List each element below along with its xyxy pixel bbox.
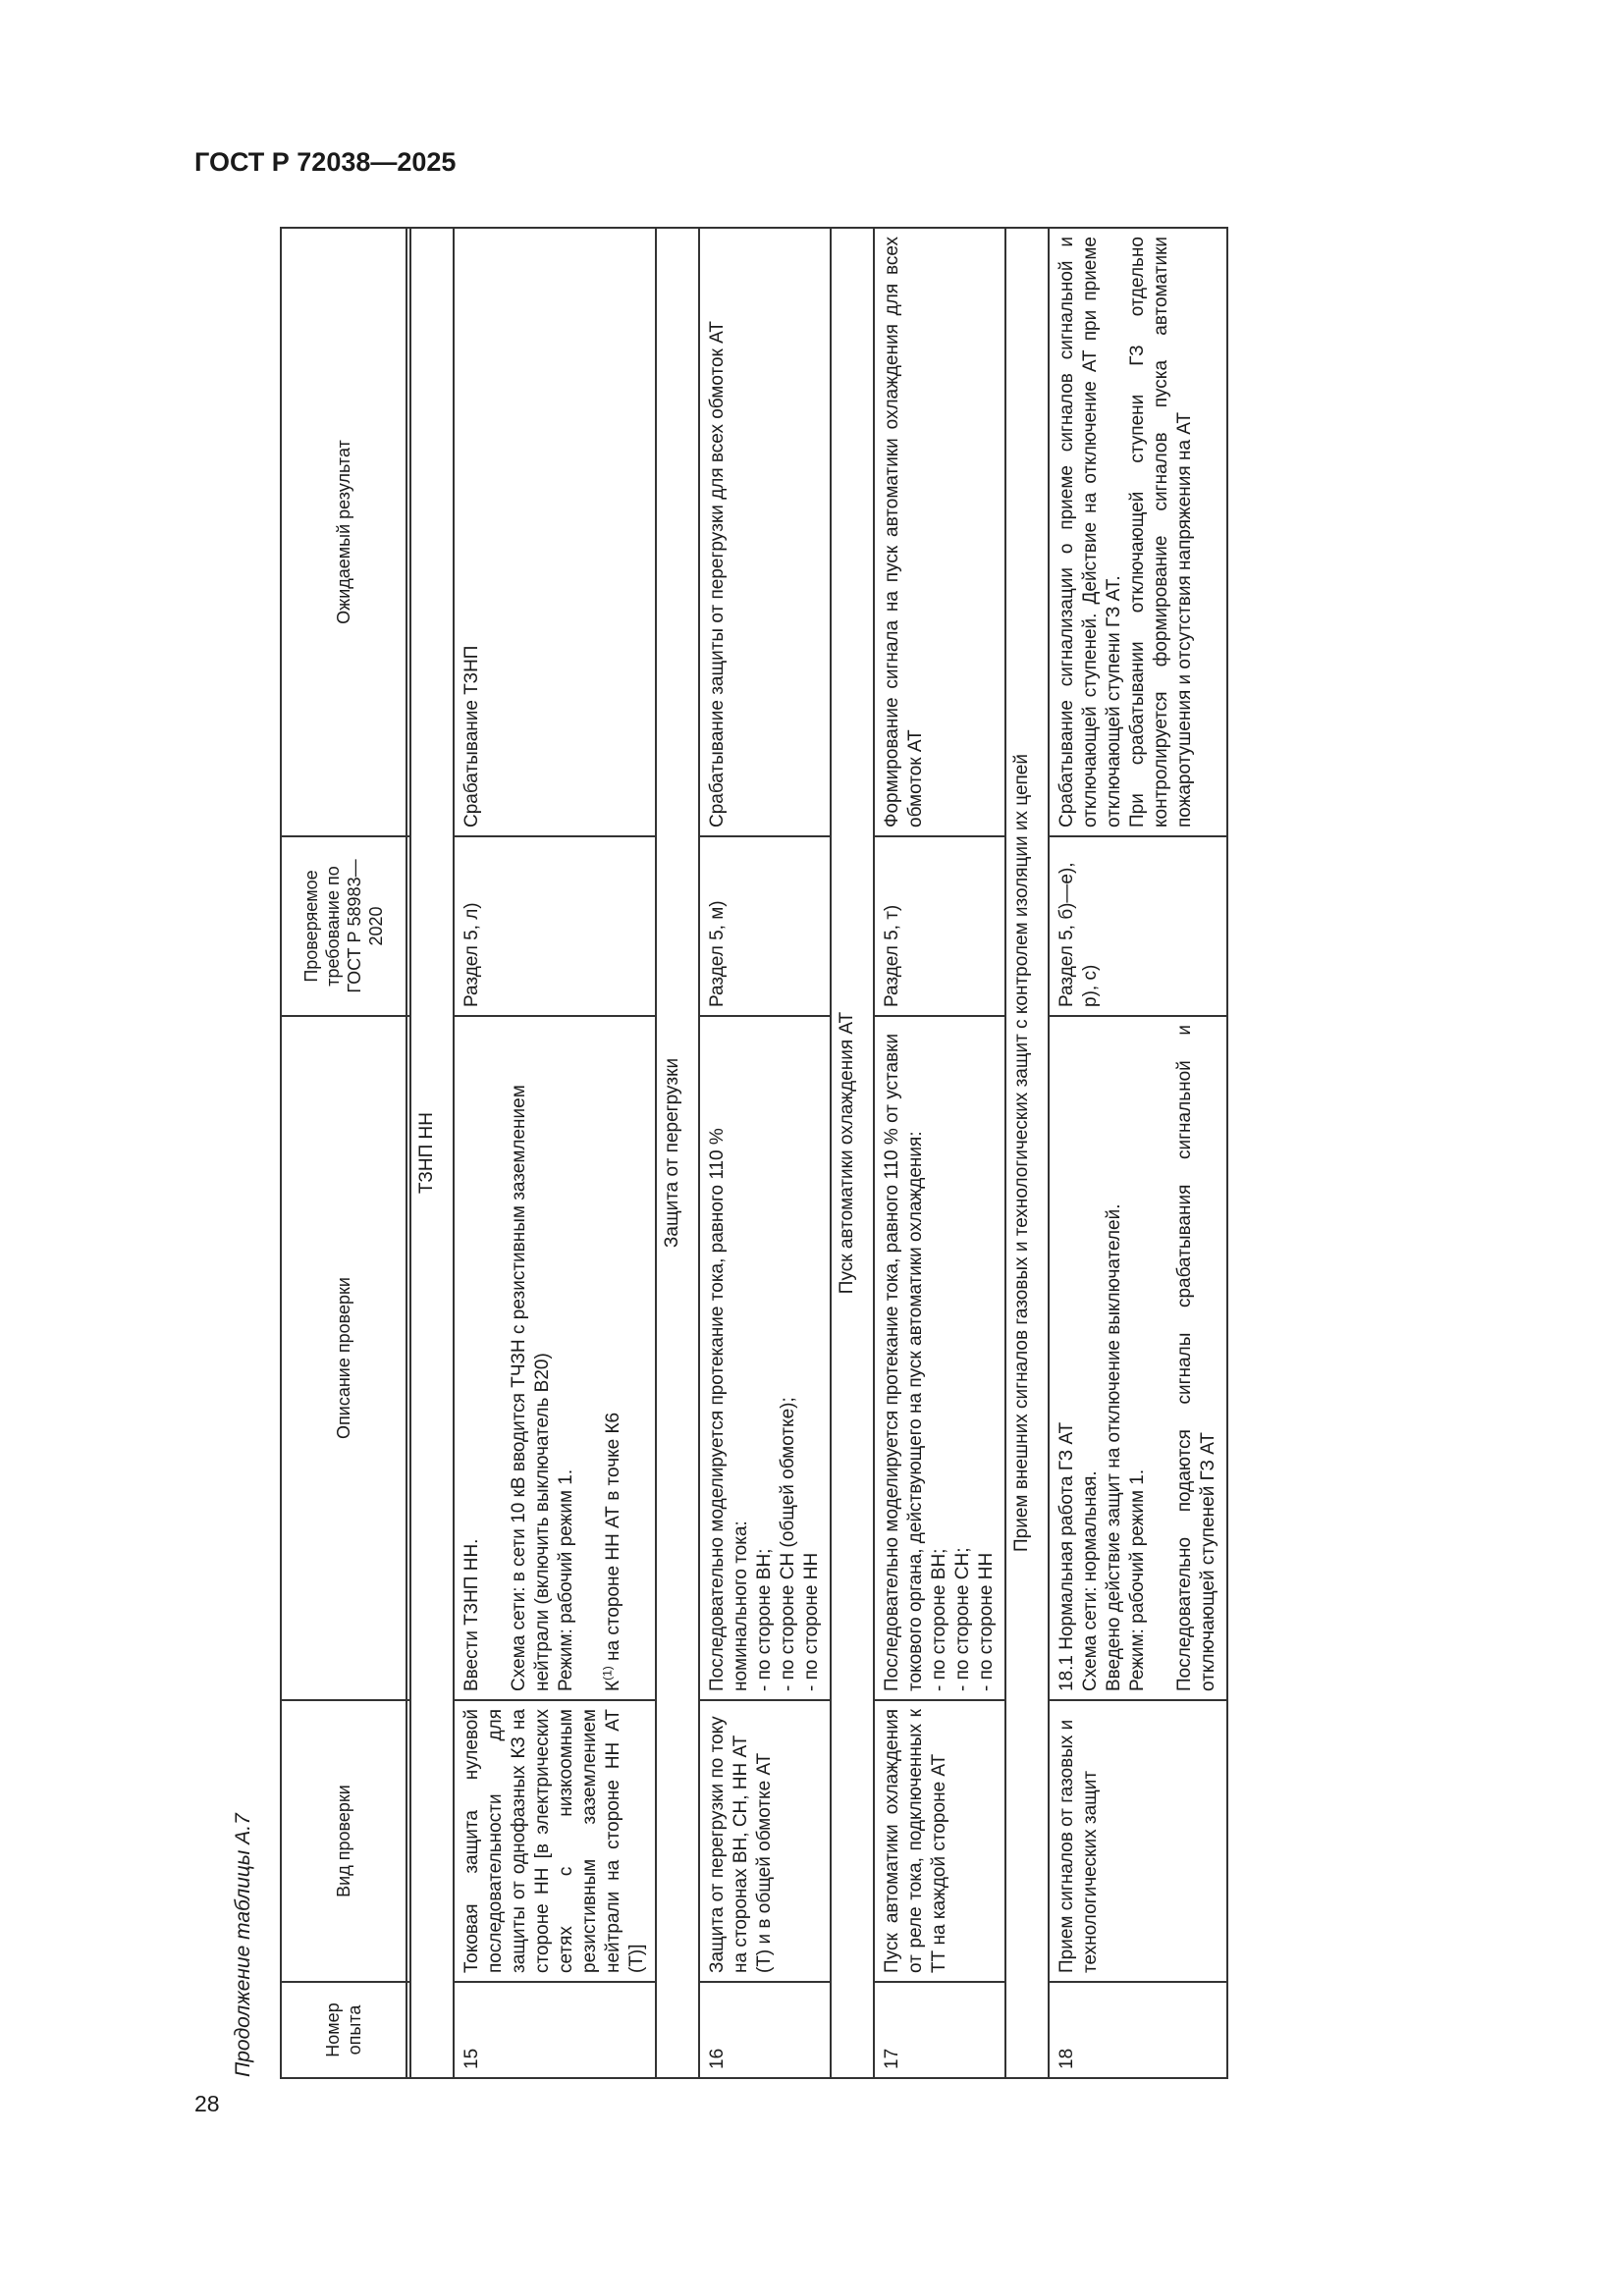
table-row — [454, 228, 656, 2078]
result-line: При срабатывании отключающей ступени ГЗ отдельно контролируется формирование сигналов пуска автоматики пожаротушения и отсутствия напряжения на АТ — [1127, 237, 1195, 828]
row-requirement: Раздел 5, м) — [699, 836, 831, 1016]
desc-line: Режим: рабочий режим 1. — [1127, 1468, 1148, 1691]
row-number: 16 — [699, 1982, 831, 2078]
row-result: Формирование сигнала на пуск автоматики охлаждения для всех обмоток АТ — [874, 228, 1005, 836]
section-row — [410, 228, 454, 2078]
col-header-result: Ожидаемый результат — [281, 228, 406, 836]
section-row — [656, 228, 699, 2078]
desc-line: - по стороне ВН; — [929, 1548, 949, 1691]
spacer — [1150, 1025, 1173, 1691]
desc-line: Последовательно моделируется протекание тока, равного 110 % от уставки токового органа, действующего на пуск автоматики охлаждения: — [882, 1033, 926, 1691]
page-number: 28 — [194, 2091, 220, 2116]
desc-line: 18.1 Нормальная работа ГЗ АТ — [1056, 1421, 1077, 1691]
desc-line: Введено действие защит на отключение выключателей. — [1104, 1203, 1124, 1691]
row-type: Прием сигналов от газовых и технологических защит — [1049, 1700, 1227, 1982]
row-result — [1049, 228, 1227, 836]
row-description — [874, 1016, 1005, 1700]
section-row — [831, 228, 874, 2078]
desc-line: - по стороне СН (общей обмотке); — [778, 1397, 798, 1691]
row-number: 17 — [874, 1982, 1005, 2078]
section-title: Защита от перегрузки — [656, 228, 699, 2078]
table-row — [874, 228, 1005, 2078]
row-requirement: Раздел 5, б)—е), р), с) — [1049, 836, 1227, 1016]
row-requirement: Раздел 5, т) — [874, 836, 1005, 1016]
result-line: Срабатывание сигнализации о приеме сигналов сигнальной и отключающей ступеней. Действие на отключение АТ при приеме отключающей ступени ГЗ АТ. — [1056, 237, 1124, 828]
desc-fault-symbol: К — [603, 1680, 623, 1691]
table-row — [1049, 228, 1227, 2078]
rotated-content — [229, 229, 1468, 2079]
row-number: 15 — [454, 1982, 656, 2078]
section-row — [1005, 228, 1049, 2078]
test-table — [280, 227, 1228, 2079]
row-type: Защита от перегрузки по току на сторонах ВН, СН, НН АТ (Т) и в общей обмотке АТ — [699, 1700, 831, 1982]
desc-line: - по стороне ВН; — [754, 1548, 775, 1691]
row-type: Токовая защита нулевой последовательности для защиты от однофазных КЗ на стороне НН [в электрических сетях с низкоомным резистивным заземлением нейтрали на стороне НН АТ (Т)] — [454, 1700, 656, 1982]
table-caption: Продолжение таблицы А.7 — [232, 1813, 254, 2077]
section-title: Прием внешних сигналов газовых и технологических защит с контролем изоляции их цепей — [1005, 228, 1049, 2078]
desc-line: - по стороне НН — [801, 1552, 822, 1691]
document-header: ГОСТ Р 72038—2025 — [194, 147, 457, 177]
desc-line: Схема сети: в сети 10 кВ вводится ТЧЗН с резистивным заземлением нейтрали (включить выключатель В20) — [509, 1085, 553, 1691]
desc-line: Схема сети: нормальная. — [1080, 1470, 1101, 1691]
section-title: Пуск автоматики охлаждения АТ — [831, 228, 874, 2078]
row-description — [1049, 1016, 1227, 1700]
desc-fault-superscript: (1) — [600, 1666, 615, 1681]
spacer — [578, 1025, 602, 1691]
row-description — [699, 1016, 831, 1700]
desc-line: - по стороне НН — [976, 1552, 997, 1691]
desc-line: - по стороне СН; — [952, 1547, 973, 1691]
row-number: 18 — [1049, 1982, 1227, 2078]
desc-line: Ввести ТЗНП НН. — [461, 1538, 482, 1691]
col-header-type: Вид проверки — [281, 1700, 406, 1982]
row-result: Срабатывание ТЗНП — [454, 228, 656, 836]
row-requirement: Раздел 5, л) — [454, 836, 656, 1016]
col-header-description: Описание проверки — [281, 1016, 406, 1700]
section-title: ТЗНП НН — [410, 228, 454, 2078]
col-header-number: Номер опыта — [281, 1982, 406, 2078]
desc-line: Последовательно подаются сигналы срабатывания сигнальной и отключающей ступеней ГЗ АТ — [1174, 1025, 1218, 1691]
rotated-table-area — [229, 229, 1468, 2079]
table-row — [699, 228, 831, 2078]
desc-line — [602, 1025, 625, 1691]
desc-fault-text: на стороне НН АТ в точке К6 — [603, 1412, 623, 1667]
col-header-requirement: Проверяемое требование по ГОСТ Р 58983—2020 — [281, 836, 406, 1016]
row-description — [454, 1016, 656, 1700]
table-header-row — [281, 228, 406, 2078]
desc-line: Последовательно моделируется протекание тока, равного 110 % номинального тока: — [707, 1128, 751, 1691]
row-result: Срабатывание защиты от перегрузки для всех обмоток АТ — [699, 228, 831, 836]
row-type: Пуск автоматики охлаждения от реле тока, подключенных к ТТ на каждой стороне АТ — [874, 1700, 1005, 1982]
spacer — [484, 1025, 508, 1691]
desc-line: Режим: рабочий режим 1. — [556, 1468, 576, 1691]
